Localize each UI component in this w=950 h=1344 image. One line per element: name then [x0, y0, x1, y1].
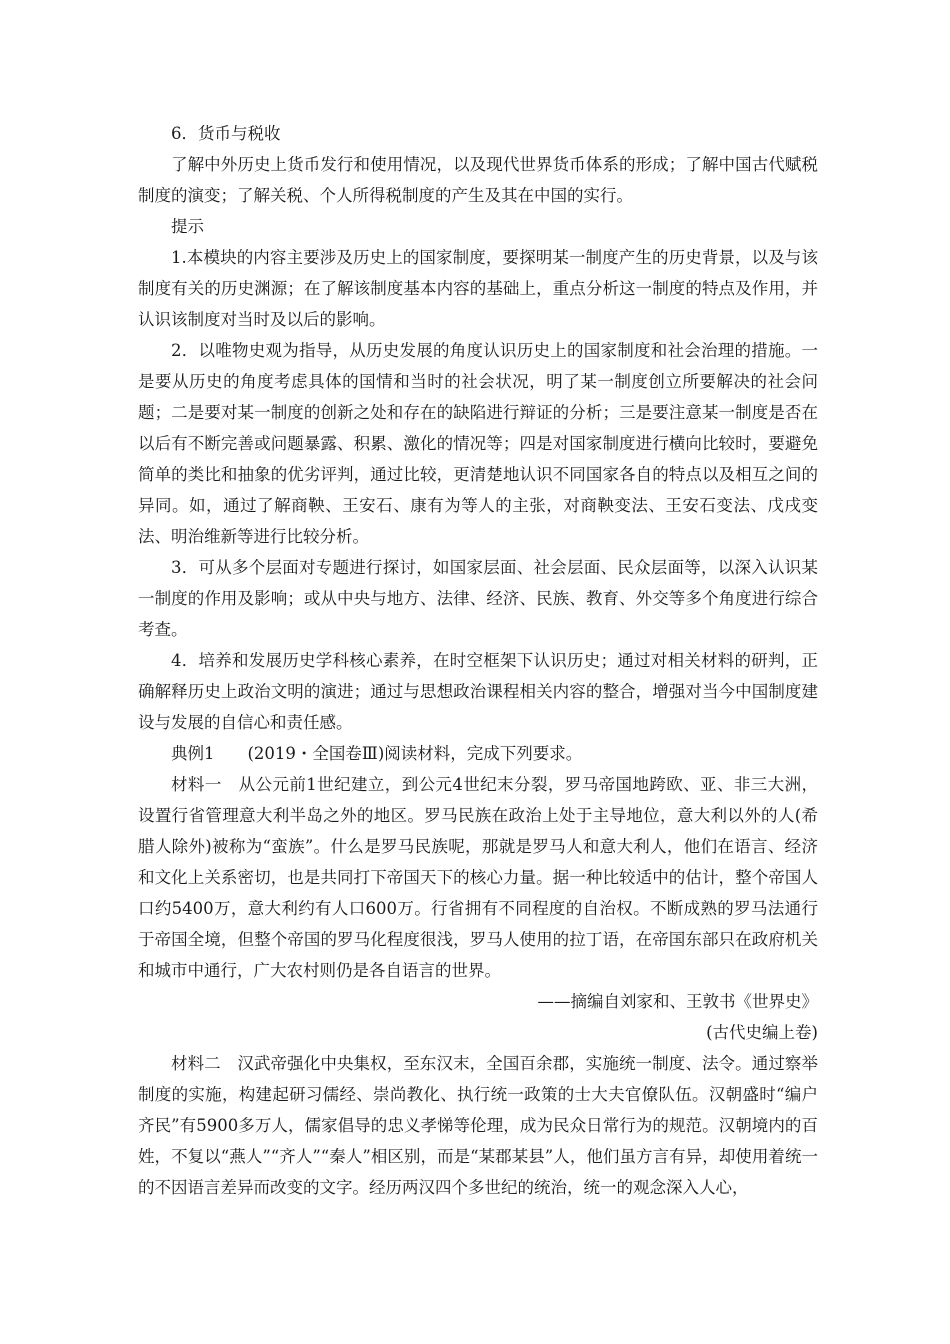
tip-item-2: 2．以唯物史观为指导，从历史发展的角度认识历史上的国家制度和社会治理的措施。一是要从历史的角度考虑具体的国情和当时的社会状况，明了某一制度创立所要解决的社会问题；二是要对某一制度的创新之处和存在的缺陷进行辩证的分析；三是要注意某一制度是否在以后有不断完善或问题暴露、积累、激化的情况等；四是对国家制度进行横向比较时，要避免简单的类比和抽象的优劣评判，通过比较，更清楚地认识不同国家各自的特点以及相互之间的异同。如，通过了解商鞅、王安石、康有为等人的主张，对商鞅变法、王安石变法、戊戌变法、明治维新等进行比较分析。 [138, 341, 818, 546]
tip-item-4: 4．培养和发展历史学科核心素养，在时空框架下认识历史；通过对相关材料的研判，正确解释历史上政治文明的演进；通过与思想政治课程相关内容的整合，增强对当今中国制度建设与发展的自信心和责任感。 [138, 651, 818, 732]
material-one-source-line2: (古代史编上卷) [706, 1023, 818, 1042]
material-two: 材料二 汉武帝强化中央集权，至东汉末，全国百余郡，实施统一制度、法令。通过察举制度的实施，构建起研习儒经、崇尚教化、执行统一政策的士大夫官僚队伍。汉朝盛时“编户齐民”有5900多万人，儒家倡导的忠义孝悌等伦理，成为民众日常行为的规范。汉朝境内的百姓，不复以“燕人”“齐人”“秦人”相区别，而是“某郡某县”人，他们虽方言有异，却使用着统一的不因语言差异而改变的文字。经历两汉四个多世纪的统治，统一的观念深入人心， [138, 1054, 818, 1197]
material-one: 材料一 从公元前1世纪建立，到公元4世纪末分裂，罗马帝国地跨欧、亚、非三大洲，设置行省管理意大利半岛之外的地区。罗马民族在政治上处于主导地位，意大利以外的人(希腊人除外)被称为“蛮族”。什么是罗马民族呢，那就是罗马人和意大利人，他们在语言、经济和文化上关系密切，也是共同打下帝国天下的核心力量。据一种比较适中的估计，整个帝国人口约5400万，意大利约有人口600万。行省拥有不同程度的自治权。不断成熟的罗马法通行于帝国全境，但整个帝国的罗马化程度很浅，罗马人使用的拉丁语，在帝国东部只在政府机关和城市中通行，广大农村则仍是各自语言的世界。 [138, 775, 818, 980]
section-intro: 了解中外历史上货币发行和使用情况，以及现代世界货币体系的形成；了解中国古代赋税制度的演变；了解关税、个人所得税制度的产生及其在中国的实行。 [138, 155, 818, 205]
section-heading: 6．货币与税收 [171, 124, 281, 143]
example-label: 典例1 [171, 744, 215, 763]
tip-item-3: 3．可从多个层面对专题进行探讨，如国家层面、社会层面、民众层面等，以深入认识某一制度的作用及影响；或从中央与地方、法律、经济、民族、教育、外交等多个角度进行综合考查。 [138, 558, 818, 639]
tip-item-1: 1.本模块的内容主要涉及历史上的国家制度，要探明某一制度产生的历史背景，以及与该制度有关的历史渊源；在了解该制度基本内容的基础上，重点分析这一制度的特点及作用，并认识该制度对当时及以后的影响。 [138, 248, 818, 329]
material-one-source-line1: ——摘编自刘家和、王敦书《世界史》 [537, 992, 818, 1011]
document-body [138, 118, 818, 1203]
tips-heading: 提示 [171, 217, 204, 236]
example-line [138, 738, 818, 769]
example-prompt: (2019・全国卷Ⅲ)阅读材料，完成下列要求。 [247, 744, 583, 763]
